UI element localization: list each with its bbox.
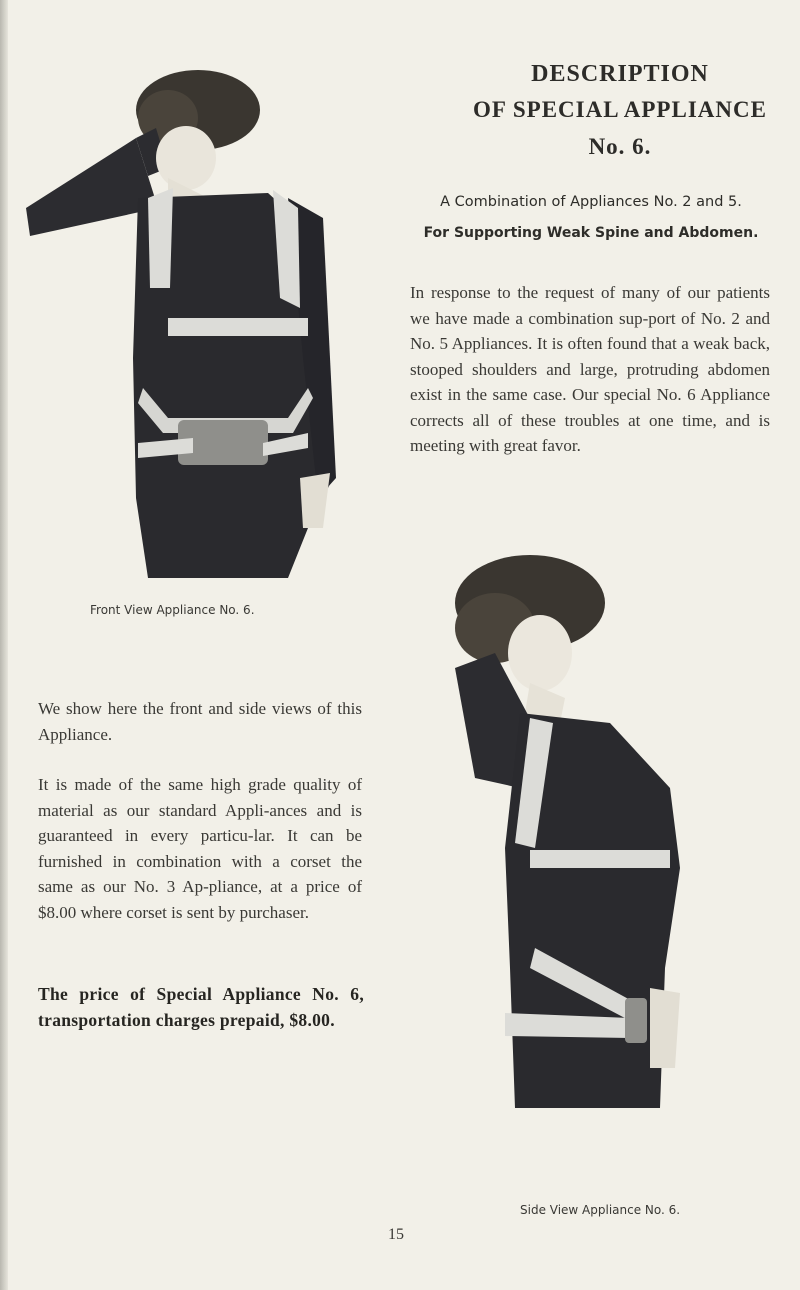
page-number: 15 — [388, 1226, 404, 1243]
heading-line-1: DESCRIPTION — [531, 61, 709, 87]
front-view-caption: Front View Appliance No. 6. — [90, 603, 255, 617]
subtitle-purpose: For Supporting Weak Spine and Abdomen. — [423, 225, 759, 241]
quality-paragraph: It is made of the same high grade quality of material as our standard Appli-ances and is guaranteed in every particu-lar. It can be furnished in combination with a corset the same as our No. 3 Ap-pliance, at a price of $8.00 where corset is sent by purchaser. — [38, 775, 362, 922]
side-view-caption: Side View Appliance No. 6. — [520, 1203, 681, 1217]
heading-line-3: No. 6. — [588, 134, 652, 159]
views-paragraph: We show here the front and side views of this Appliance. — [38, 699, 362, 744]
subtitle-combination: A Combination of Appliances No. 2 and 5. — [440, 194, 742, 210]
heading-line-2: OF SPECIAL APPLIANCE — [473, 97, 767, 122]
price-paragraph: The price of Special Appliance No. 6, transportation charges prepaid, $8.00. — [38, 984, 364, 1030]
page-edge — [0, 0, 8, 1290]
front-view-photo — [18, 58, 348, 578]
side-view-photo — [435, 548, 695, 1148]
description-paragraph: In response to the request of many of our patients we have made a combination sup-port of No. 2 and No. 5 Appliances. It is often found that a weak back, stooped shoulders and large, protruding abdomen exist in the same case. Our special No. 6 Appliance corrects all of these troubles at one time, and is meeting with great favor. — [410, 283, 770, 455]
